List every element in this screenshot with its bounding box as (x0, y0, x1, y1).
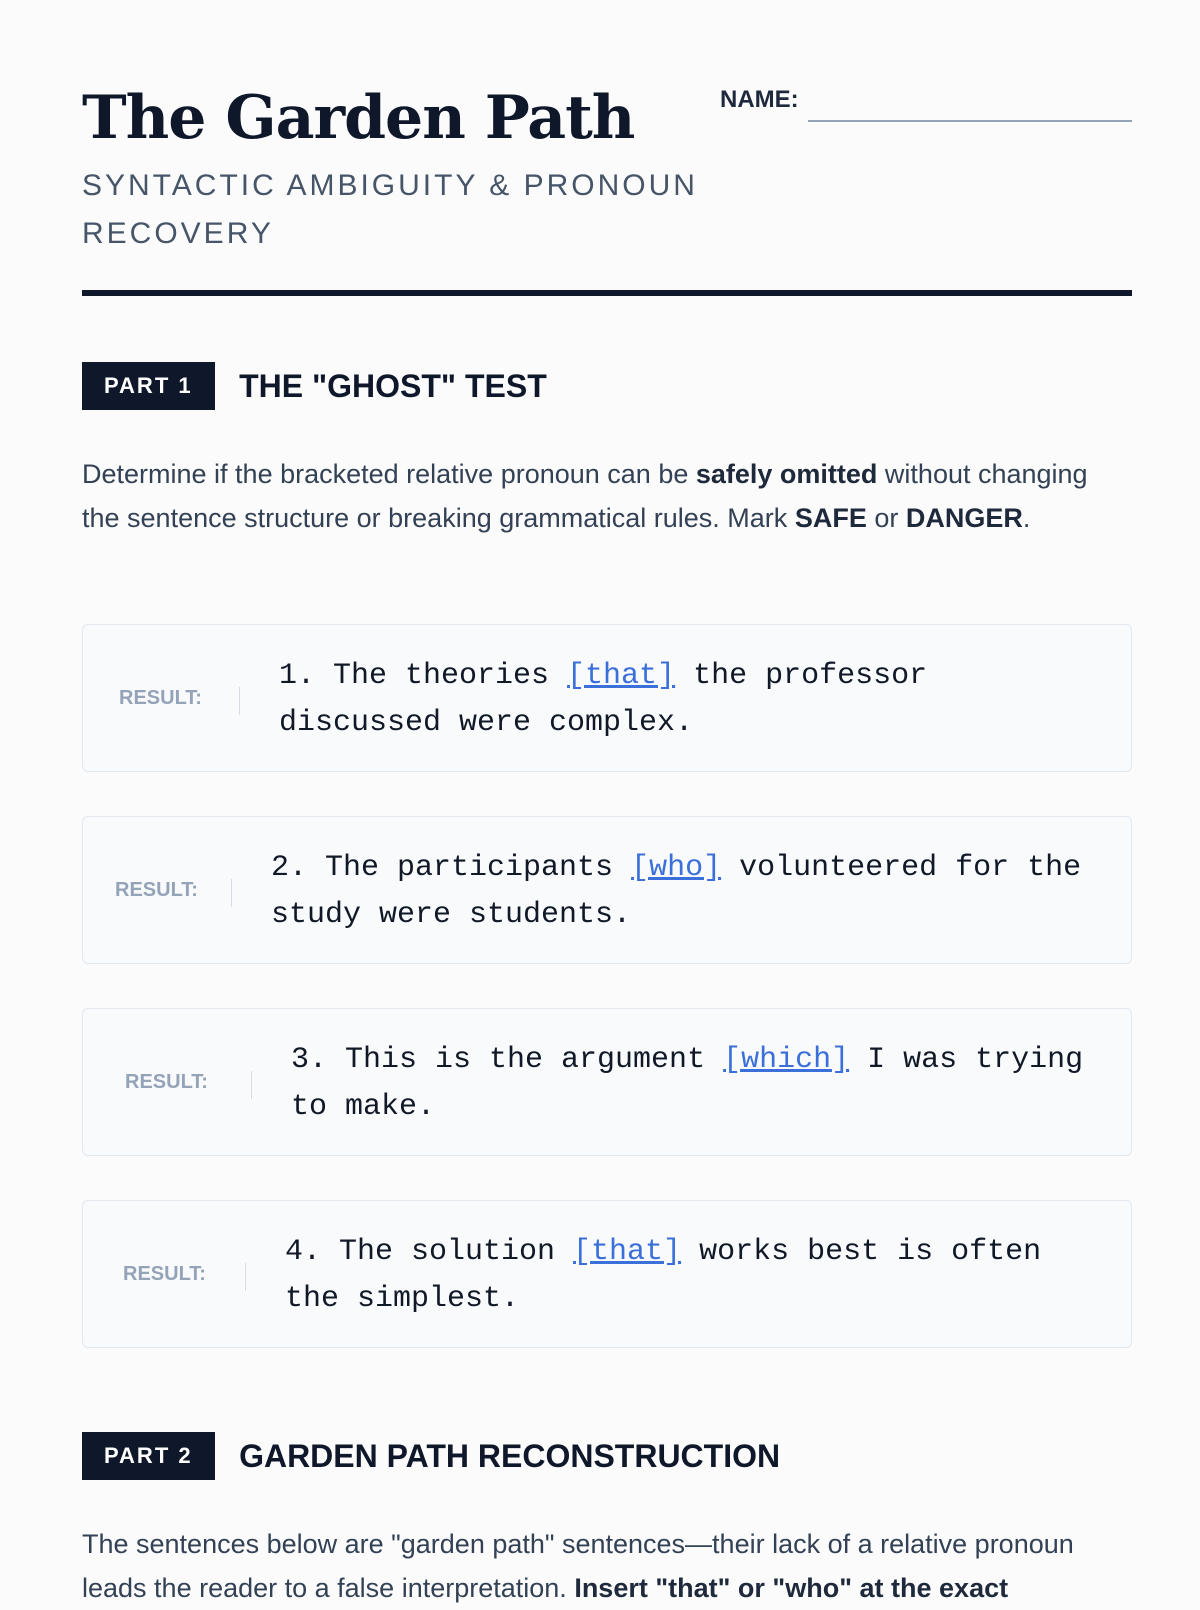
result-divider (239, 687, 240, 715)
part1-tag: PART 1 (82, 362, 215, 410)
instruction-emphasis: safely omitted (695, 459, 878, 489)
header-divider (82, 290, 1132, 296)
page-title: The Garden Path (82, 83, 635, 153)
result-label[interactable]: RESULT: (115, 879, 198, 901)
exercise-sentence (285, 1229, 1081, 1323)
exercise-sentence (291, 1037, 1111, 1131)
instruction-text: without changing the sentence structure or breaking grammatical rules. Mark (82, 459, 1088, 533)
part1-title: THE "GHOST" TEST (239, 367, 547, 404)
part2-title: GARDEN PATH RECONSTRUCTION (239, 1437, 781, 1474)
sentence-text: I was trying to make. (291, 1043, 1084, 1124)
exercise-card-4[interactable] (82, 1200, 1132, 1348)
bracketed-pronoun: [who] (631, 851, 722, 885)
bracketed-pronoun: [which] (723, 1043, 850, 1077)
instruction-text: . (1022, 503, 1031, 533)
result-label[interactable]: RESULT: (119, 687, 202, 709)
result-divider (231, 879, 232, 907)
part1-instructions (82, 452, 1132, 540)
result-label[interactable]: RESULT: (125, 1071, 208, 1093)
exercise-sentence (271, 845, 1111, 939)
instruction-emphasis: Insert "that" or "who" at the exact (574, 1573, 1009, 1603)
instruction-text: or (866, 503, 906, 533)
sentence-text: 1. The theories (279, 659, 568, 693)
sentence-text: 2. The participants (271, 851, 632, 885)
instruction-safe: SAFE (794, 503, 867, 533)
exercise-card-2[interactable] (82, 816, 1132, 964)
sentence-text: volunteered for the study were students. (271, 851, 1082, 932)
bracketed-pronoun: [that] (573, 1235, 682, 1269)
part2-instructions (82, 1522, 1132, 1610)
sentence-text: the professor discussed were complex. (279, 659, 928, 740)
exercise-card-3[interactable] (82, 1008, 1132, 1156)
result-divider (251, 1071, 252, 1099)
result-label[interactable]: RESULT: (123, 1263, 206, 1285)
part2-tag: PART 2 (82, 1432, 215, 1480)
name-label: NAME: (720, 86, 799, 113)
name-input-line[interactable] (808, 120, 1132, 122)
page-subtitle: SYNTACTIC AMBIGUITY & PRONOUN RECOVERY (82, 169, 698, 250)
name-field[interactable] (720, 86, 1132, 126)
bracketed-pronoun: [that] (567, 659, 676, 693)
sentence-text: works best is often the simplest. (285, 1235, 1042, 1316)
instruction-text: Determine if the bracketed relative pronoun can be (82, 459, 696, 489)
sentence-text: 3. This is the argument (291, 1043, 724, 1077)
sentence-text: 4. The solution (285, 1235, 574, 1269)
instruction-danger: DANGER (905, 503, 1023, 533)
instruction-text: The sentences below are "garden path" sentences—their lack of a relative pronoun leads the reader to a false interpretation. (82, 1529, 1074, 1603)
result-divider (245, 1263, 246, 1291)
exercise-card-1[interactable] (82, 624, 1132, 772)
part1-header (82, 362, 547, 410)
exercise-sentence (279, 653, 1101, 747)
part2-header (82, 1432, 780, 1480)
